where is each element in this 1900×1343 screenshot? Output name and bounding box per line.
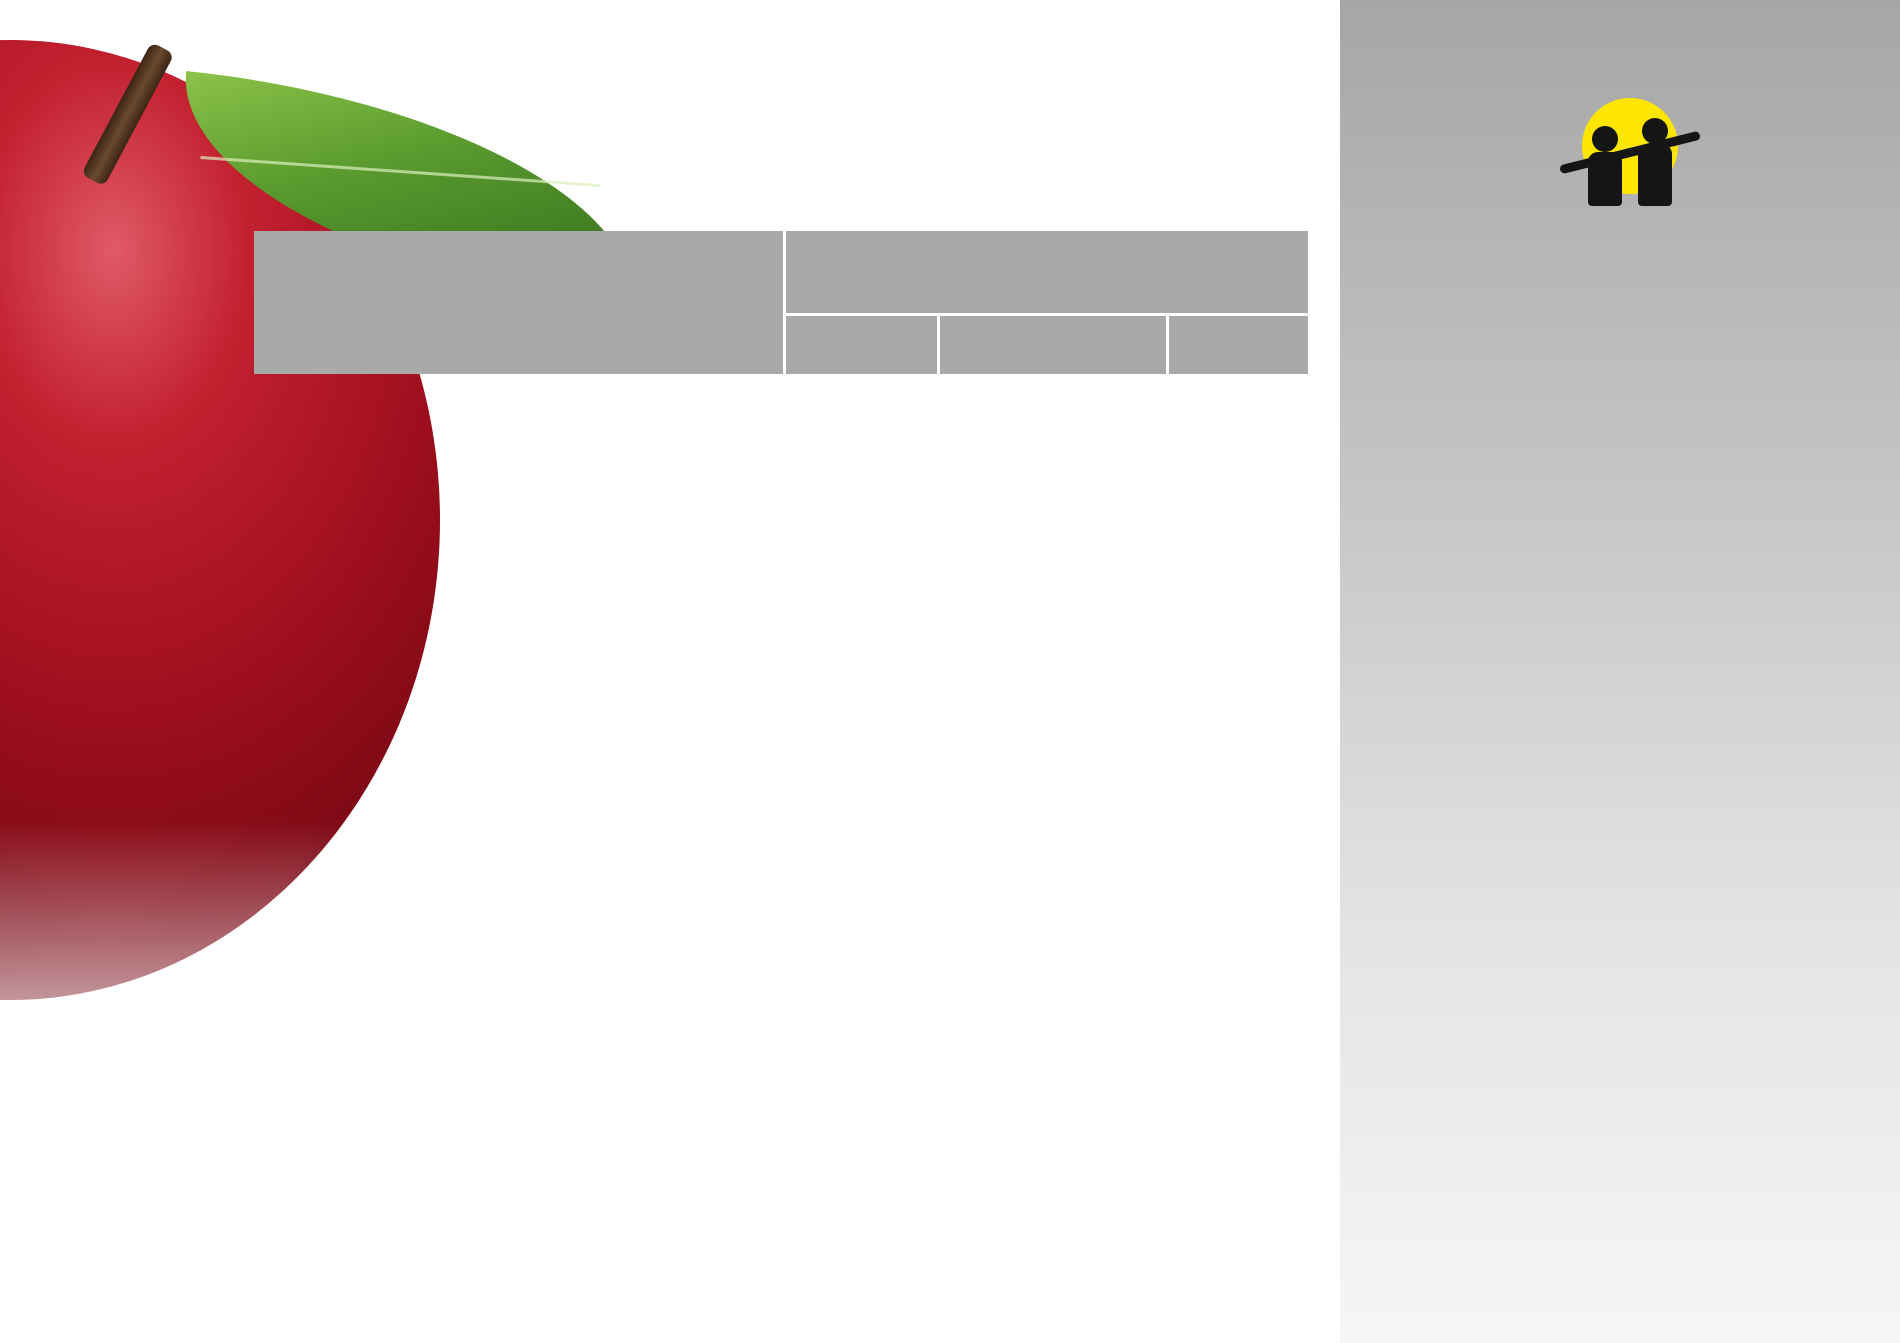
header-standard (940, 316, 1169, 374)
header-basic (786, 316, 940, 374)
header-cost (786, 231, 1308, 316)
table-header (254, 231, 1308, 374)
table-body (254, 374, 1308, 1291)
header-product-name (254, 231, 786, 374)
usk-junior-logo (1530, 48, 1730, 198)
pricing-table (254, 231, 1308, 1291)
header-full (1169, 316, 1308, 374)
child-figure-left (1592, 126, 1618, 152)
